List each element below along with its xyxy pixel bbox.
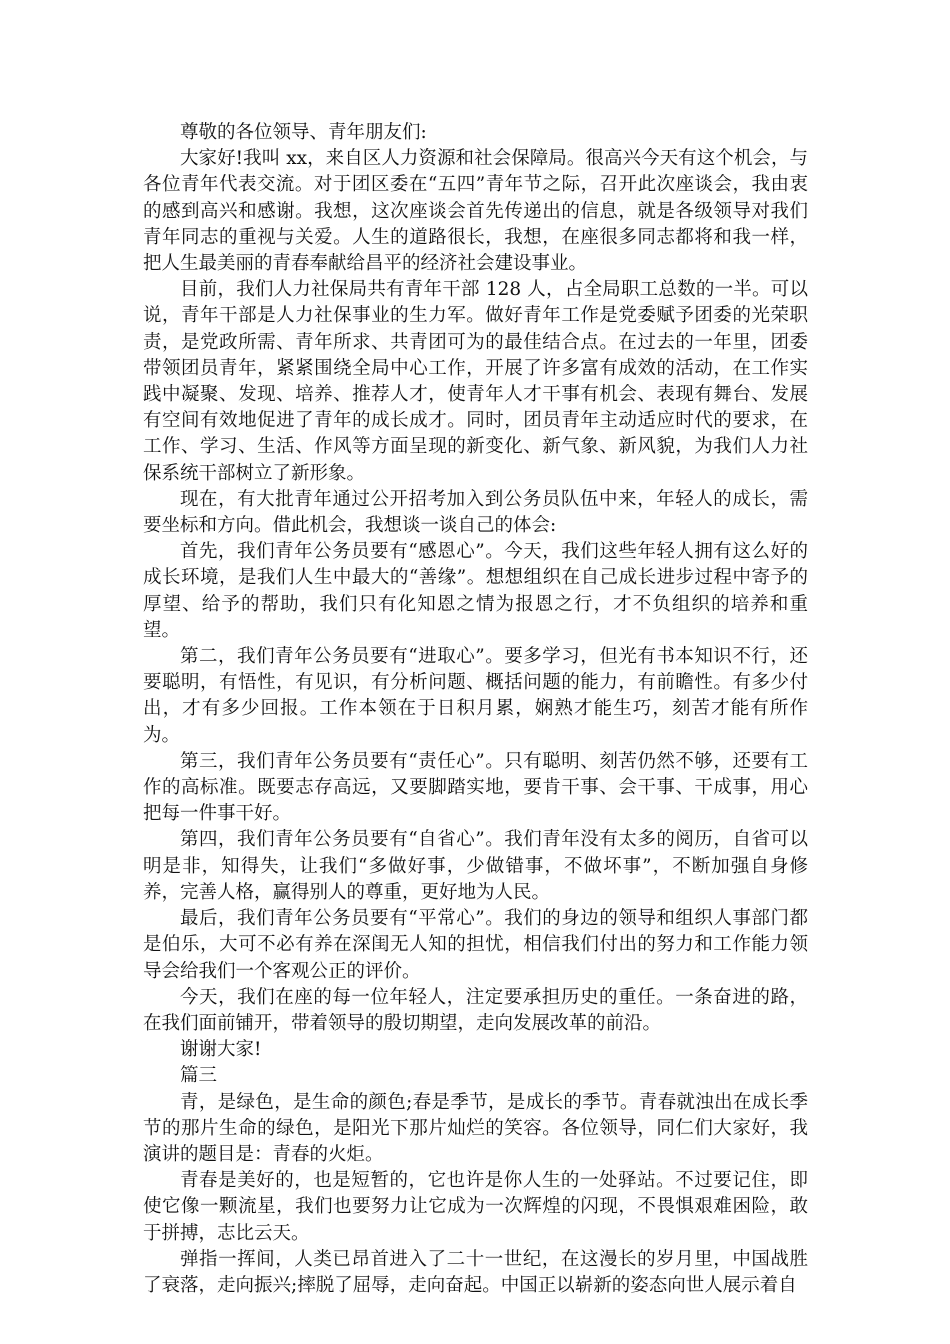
paragraph-thanks: 谢谢大家! <box>180 1039 262 1061</box>
paragraph-history: 弹指一挥间，人类已昂首进入了二十一世纪，在这漫长的岁月里，中国战胜了衰落，走向振兴;摔脱了屈辱，走向奋起。中国正以崭新的姿态向世人展示着自 <box>143 1248 808 1296</box>
paragraph-responsibility: 第三，我们青年公务员要有“责任心”。只有聪明、刻苦仍然不够，还要有工作的高标准。既要志存高远，又要脚踏实地，要肯干事、会干事、干成事，用心把每一件事干好。 <box>143 750 808 825</box>
paragraph-youth-intro: 青，是绿色，是生命的颜色;春是季节，是成长的季节。青春就浊出在成长季节的那片生命的绿色，是阳光下那片灿烂的笑容。各位领导，同仁们大家好，我演讲的题目是：青春的火炬。 <box>143 1091 808 1165</box>
section-heading: 篇三 <box>180 1065 218 1087</box>
paragraph-intro: 现在，有大批青年通过公开招考加入到公务员队伍中来，年轻人的成长，需要坐标和方向。借此机会，我想谈一谈自己的体会: <box>143 488 808 537</box>
document-body <box>143 120 808 1299</box>
paragraph-status: 目前，我们人力社保局共有青年干部 128 人，占全局职工总数的一半。可以说，青年干部是人力社保事业的生力军。做好青年工作是党委赋予团委的光荣职责，是党政所需、青年所求、共青团可为的最佳结合点。在过去的一年里，团委带领团员青年，紧紧围绕全局中心工作，开展了许多富有成效的活动，在工作实践中凝聚、发现、培养、推荐人才，使青年人才干事有机会、表现有舞台、发展有空间有效地促进了青年的成长成才。同时，团员青年主动适应时代的要求，在工作、学习、生活、作风等方面呈现的新变化、新气象、新风貌，为我们人力社保系统干部树立了新形象。 <box>143 279 808 484</box>
paragraph-conclusion: 今天，我们在座的每一位年轻人，注定要承担历史的重任。一条奋进的路，在我们面前铺开，带着领导的殷切期望，走向发展改革的前沿。 <box>143 986 808 1034</box>
paragraph-gratitude: 首先，我们青年公务员要有“感恩心”。今天，我们这些年轻人拥有这么好的成长环境，是我们人生中最大的“善缘”。想想组织在自己成长进步过程中寄予的厚望、给予的帮助，我们只有化知恩之情为报恩之行，才不负组织的培养和重望。 <box>143 541 808 641</box>
paragraph-greeting: 大家好!我叫 xx，来自区人力资源和社会保障局。很高兴今天有这个机会，与各位青年代表交流。对于团区委在“五四”青年节之际，召开此次座谈会，我由衷的感到高兴和感谢。我想，这次座谈会首先传递出的信息，就是各级领导对我们青年同志的重视与关爱。人生的道路很长，我想，在座很多同志都将和我一样，把人生最美丽的青春奉献给昌平的经济社会建设事业。 <box>143 148 808 275</box>
paragraph-enterprising: 第二，我们青年公务员要有“进取心”。要多学习，但光有书本知识不行，还要聪明，有悟性，有见识，有分析问题、概括问题的能力，有前瞻性。有多少付出，才有多少回报。工作本领在于日积月累，娴熟才能生巧，刻苦才能有所作为。 <box>143 646 808 746</box>
paragraph-equanimity: 最后，我们青年公务员要有“平常心”。我们的身边的领导和组织人事部门都是伯乐，大可不必有养在深闺无人知的担忧，相信我们付出的努力和工作能力领导会给我们一个客观公正的评价。 <box>143 908 808 982</box>
paragraph-introspection: 第四，我们青年公务员要有“自省心”。我们青年没有太多的阅历，自省可以明是非，知得失，让我们“多做好事，少做错事，不做坏事”，不断加强自身修养，完善人格，赢得别人的尊重，更好地为人民。 <box>143 829 808 903</box>
paragraph-youth-beautiful: 青春是美好的，也是短暂的，它也许是你人生的一处驿站。不过要记住，即使它像一颗流星，我们也要努力让它成为一次辉煌的闪现，不畏惧艰难困险，敢于拼搏，志比云天。 <box>143 1170 808 1244</box>
salutation: 尊敬的各位领导、青年朋友们: <box>180 122 427 143</box>
